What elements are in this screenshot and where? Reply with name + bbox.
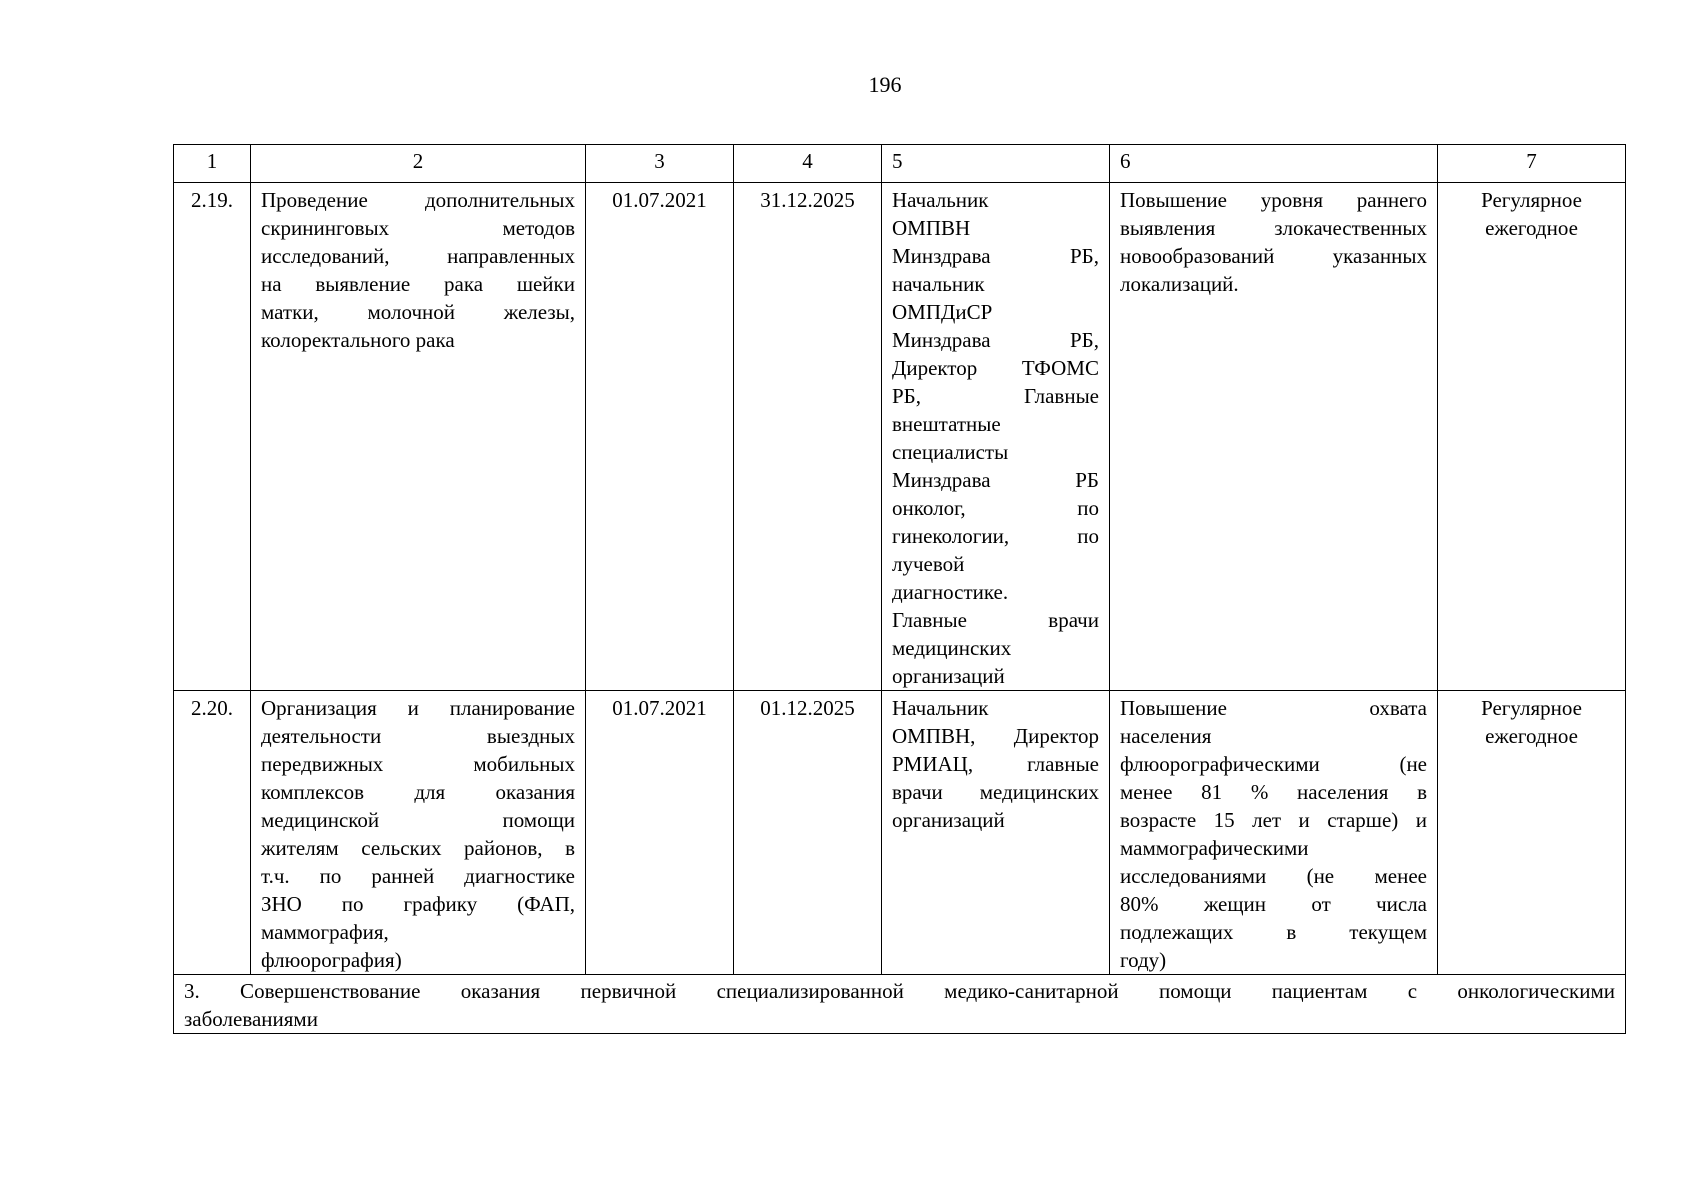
text-line: Регулярное [1481,696,1582,720]
periodicity-cell [1438,691,1626,975]
text-line: гинекологии, по [892,524,1099,548]
result-cell [1110,691,1438,975]
header-cell-5: 5 [882,145,1110,183]
text-line: ЗНО по графику (ФАП, [261,892,575,916]
text-line: 80% жещин от числа [1120,892,1427,916]
text-line: организаций [892,808,1005,832]
text-line: Минздрава РБ, [892,244,1099,268]
text-line: т.ч. по ранней диагностике [261,864,575,888]
text-line: маммография, [261,920,389,944]
item-number: 2.20. [174,691,251,975]
text-line: ОМПВН, Директор [892,724,1099,748]
page-number: 196 [868,72,902,97]
text-line: флюорография) [261,948,402,972]
table-row [174,691,1626,975]
text-line: новообразований указанных [1120,244,1427,268]
responsible-cell [882,691,1110,975]
item-number: 2.19. [174,183,251,691]
text-line: ОМПДиСР [892,300,993,324]
activity-cell [251,691,586,975]
start-date: 01.07.2021 [586,183,734,691]
text-line: РБ, Главные [892,384,1099,408]
text-line: врачи медицинских [892,780,1099,804]
text-line: ОМПВН [892,216,971,240]
plan-table [173,144,1626,1034]
text-line: колоректального рака [261,328,455,352]
periodicity-cell [1438,183,1626,691]
responsible-cell [882,183,1110,691]
text-line: матки, молочной железы, [261,300,575,324]
text-line: медицинских [892,636,1012,660]
text-line: Повышение уровня раннего [1120,188,1427,212]
header-cell-2: 2 [251,145,586,183]
header-cell-4: 4 [734,145,882,183]
text-line: исследований, направленных [261,244,575,268]
header-cell-7: 7 [1438,145,1626,183]
text-line: году) [1120,948,1167,972]
text-line: выявления злокачественных [1120,216,1427,240]
text-line: Директор ТФОМС [892,356,1099,380]
header-cell-1: 1 [174,145,251,183]
text-line: исследованиями (не менее [1120,864,1427,888]
text-line: специалисты [892,440,1009,464]
text-line: заболеваниями [184,1007,318,1031]
text-line: Главные врачи [892,608,1099,632]
text-line: возрасте 15 лет и старше) и [1120,808,1427,832]
text-line: 3. Совершенствование оказания первичной специализированной медико-санитарной помощи пациентам с онкологическими [184,979,1615,1003]
text-line: жителям сельских районов, в [261,836,575,860]
header-cell-3: 3 [586,145,734,183]
text-line: онколог, по [892,496,1099,520]
text-line: Регулярное [1481,188,1582,212]
header-cell-6: 6 [1110,145,1438,183]
start-date: 01.07.2021 [586,691,734,975]
result-cell [1110,183,1438,691]
text-line: лучевой [892,552,965,576]
text-line: Минздрава РБ [892,468,1099,492]
text-line: на выявление рака шейки [261,272,575,296]
text-line: начальник [892,272,985,296]
section-row [174,975,1626,1034]
text-line: подлежащих в текущем [1120,920,1427,944]
text-line: передвижных мобильных [261,752,575,776]
text-line: населения [1120,724,1212,748]
table-row [174,183,1626,691]
text-line: Проведение дополнительных [261,188,575,212]
text-line: внештатные [892,412,1001,436]
end-date: 01.12.2025 [734,691,882,975]
text-line: организаций [892,664,1005,688]
text-line: деятельности выездных [261,724,575,748]
text-line: Начальник [892,696,989,720]
text-line: Организация и планирование [261,696,575,720]
text-line: РМИАЦ, главные [892,752,1099,776]
activity-cell [251,183,586,691]
text-line: локализаций. [1120,272,1239,296]
section-heading [174,975,1626,1034]
text-line: ежегодное [1485,724,1578,748]
text-line: диагностике. [892,580,1009,604]
text-line: медицинской помощи [261,808,575,832]
text-line: флюорографическими (не [1120,752,1427,776]
text-line: Повышение охвата [1120,696,1427,720]
text-line: Начальник [892,188,989,212]
text-line: менее 81 % населения в [1120,780,1427,804]
text-line: ежегодное [1485,216,1578,240]
text-line: Минздрава РБ, [892,328,1099,352]
text-line: маммографическими [1120,836,1309,860]
text-line: комплексов для оказания [261,780,575,804]
end-date: 31.12.2025 [734,183,882,691]
table-header-row [174,145,1626,183]
text-line: скрининговых методов [261,216,575,240]
